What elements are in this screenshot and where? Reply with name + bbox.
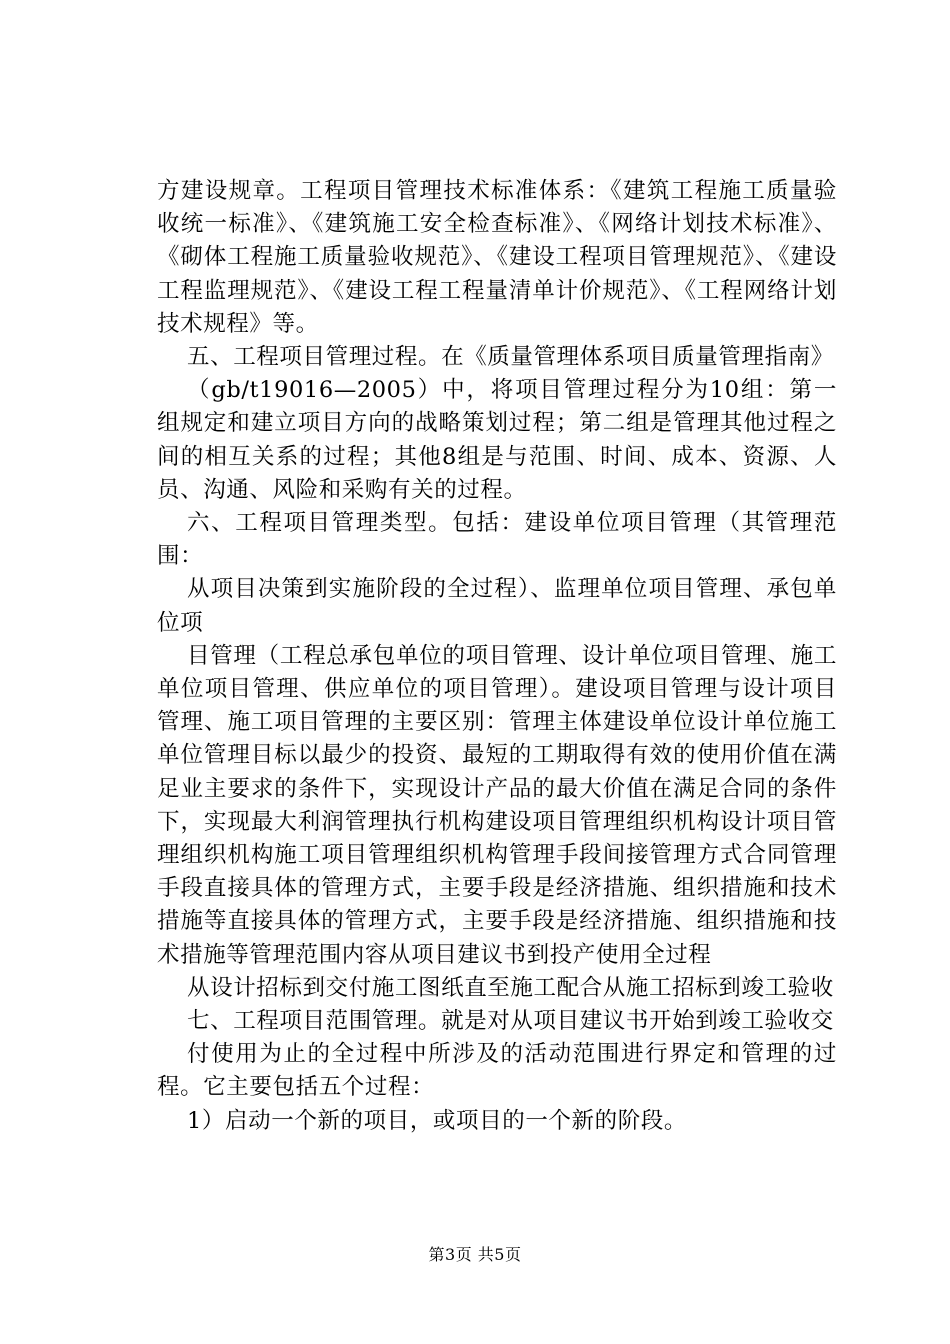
paragraph-list-item-1: 1）启动一个新的项目，或项目的一个新的阶段。 xyxy=(187,1107,688,1134)
paragraph-section-7-heading: 七、工程项目范围管理。就是对从项目建议书开始到竣工验收交 xyxy=(187,1008,834,1035)
paragraph-section-6-scope-design: 从设计招标到交付施工图纸直至施工配合从施工招标到竣工验收 xyxy=(187,974,834,1001)
paragraph-section-7-body: 付使用为止的全过程中所涉及的活动范围进行界定和管理的过程。它主要包括五个过程： xyxy=(157,1041,837,1101)
paragraph-section-6-scope: 从项目决策到实施阶段的全过程）、监理单位项目管理、承包单位项 xyxy=(157,576,837,636)
page-footer: 第3页 共5页 xyxy=(428,1245,522,1264)
paragraph-section-5-body: （gb/t19016—2005）中，将项目管理过程分为10组：第一组规定和建立项目方向的战略策划过程；第二组是管理其他过程之间的相互关系的过程；其他8组是与范围、时间、成本、资源、人员、沟通、风险和采购有关的过程。 xyxy=(157,377,837,503)
paragraph-section-5-heading: 五、工程项目管理过程。在《质量管理体系项目质量管理指南》 xyxy=(187,344,834,371)
document-body xyxy=(157,175,837,1138)
paragraph-standards-list: 方建设规章。工程项目管理技术标准体系：《建筑工程施工质量验收统一标准》、《建筑施工安全检查标准》、《网络计划技术标准》、《砌体工程施工质量验收规范》、《建设工程项目管理规范》、《建设工程监理规范》、《建设工程工程量清单计价规范》、《工程网络计划技术规程》等。 xyxy=(157,178,837,337)
paragraph-section-6-body: 目管理（工程总承包单位的项目管理、设计单位项目管理、施工单位项目管理、供应单位的项目管理）。建设项目管理与设计项目管理、施工项目管理的主要区别：管理主体建设单位设计单位施工单位管理目标以最少的投资、最短的工期取得有效的使用价值在满足业主要求的条件下，实现设计产品的最大价值在满足合同的条件下，实现最大利润管理执行机构建设项目管理组织机构设计项目管理组织机构施工项目管理组织机构管理手段间接管理方式合同管理手段直接具体的管理方式，主要手段是经济措施、组织措施和技术措施等直接具体的管理方式，主要手段是经济措施、组织措施和技术措施等管理范围内容从项目建议书到投产使用全过程 xyxy=(157,642,837,968)
paragraph-section-6-heading: 六、工程项目管理类型。包括：建设单位项目管理（其管理范围： xyxy=(157,510,837,570)
